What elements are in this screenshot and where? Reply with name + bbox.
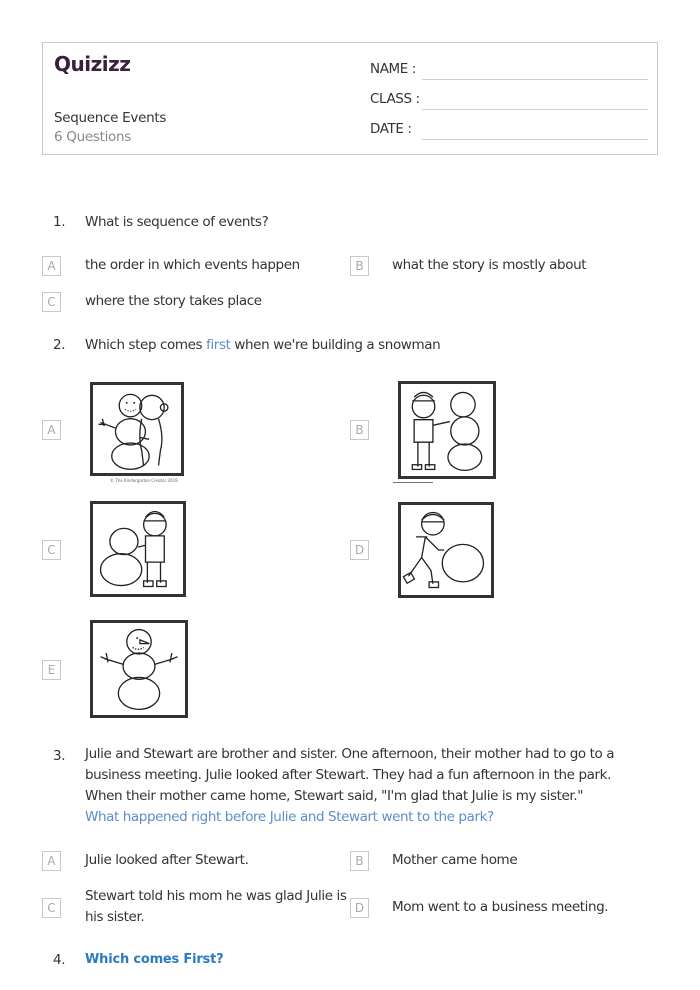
worksheet-title: Sequence Events — [54, 110, 167, 126]
child-two-snowballs-icon — [93, 504, 183, 594]
q2-option-d-box[interactable]: D — [350, 540, 369, 560]
date-field[interactable] — [370, 121, 648, 141]
q3-passage: Julie and Stewart are brother and sister. One afternoon, their mother had to go to a business meeting. Julie looked after Stewart. They had a fun afternoon in the park. When their mother came home, Stewart said, "I'm glad that Julie is my sister." — [85, 746, 615, 804]
q3-option-a-box[interactable]: A — [42, 851, 61, 871]
question-4-text: Which comes First? — [85, 952, 224, 967]
name-field[interactable] — [370, 61, 648, 81]
class-line[interactable] — [422, 109, 648, 110]
q2-option-a-image[interactable] — [90, 382, 184, 476]
child-stacking-snowman-icon — [401, 384, 493, 476]
name-label: NAME : — [370, 61, 416, 77]
question-1-number: 1. — [53, 214, 66, 230]
q3-option-a-text: Julie looked after Stewart. — [85, 852, 249, 868]
q2-option-a-box[interactable]: A — [42, 420, 61, 440]
q3-question: What happened right before Julie and Stewart went to the park? — [85, 809, 494, 825]
q1-option-a-box[interactable]: A — [42, 256, 61, 276]
q3-option-d-text: Mom went to a business meeting. — [392, 899, 609, 915]
question-3-number: 3. — [53, 748, 66, 764]
q2-text-before: Which step comes — [85, 337, 207, 353]
q3-option-b-box[interactable]: B — [350, 851, 369, 871]
quizizz-logo: Quizizz — [54, 52, 131, 76]
q1-option-a-text: the order in which events happen — [85, 257, 300, 273]
snowman-hug-icon — [93, 385, 181, 473]
name-line[interactable] — [422, 79, 648, 80]
q3-option-d-box[interactable]: D — [350, 898, 369, 918]
q2-option-e-image[interactable] — [90, 620, 188, 718]
q2-option-d-image[interactable] — [398, 502, 494, 598]
q2-option-c-box[interactable]: C — [42, 540, 61, 560]
date-label: DATE : — [370, 121, 412, 137]
q2-text-after: when we're building a snowman — [230, 337, 441, 353]
date-line[interactable] — [422, 139, 648, 140]
question-3-text — [85, 744, 640, 828]
question-2-text — [85, 335, 645, 356]
q3-option-c-text: Stewart told his mom he was glad Julie is his sister. — [85, 888, 347, 925]
q1-option-c-text: where the story takes place — [85, 293, 262, 309]
q3-option-c-box[interactable]: C — [42, 898, 61, 918]
image-underline — [393, 482, 433, 483]
question-2-number: 2. — [53, 337, 66, 353]
q1-option-b-text: what the story is mostly about — [392, 257, 587, 273]
child-rolling-snowball-icon — [401, 505, 491, 595]
snowman-with-arms-icon — [93, 623, 185, 715]
class-field[interactable] — [370, 91, 648, 111]
class-label: CLASS : — [370, 91, 420, 107]
question-4-number: 4. — [53, 952, 66, 968]
question-count: 6 Questions — [54, 129, 131, 145]
q2-option-b-box[interactable]: B — [350, 420, 369, 440]
q2-text-highlight: first — [206, 337, 231, 353]
q1-option-b-box[interactable]: B — [350, 256, 369, 276]
question-1-text: What is sequence of events? — [85, 214, 269, 230]
q2-option-e-box[interactable]: E — [42, 660, 61, 680]
worksheet-header — [42, 42, 658, 155]
q2-option-b-image[interactable] — [398, 381, 496, 479]
q2-option-c-image[interactable] — [90, 501, 186, 597]
image-credit: © The Kindergarten Creator 2019 — [110, 478, 178, 483]
q1-option-c-box[interactable]: C — [42, 292, 61, 312]
q3-option-b-text: Mother came home — [392, 852, 518, 868]
